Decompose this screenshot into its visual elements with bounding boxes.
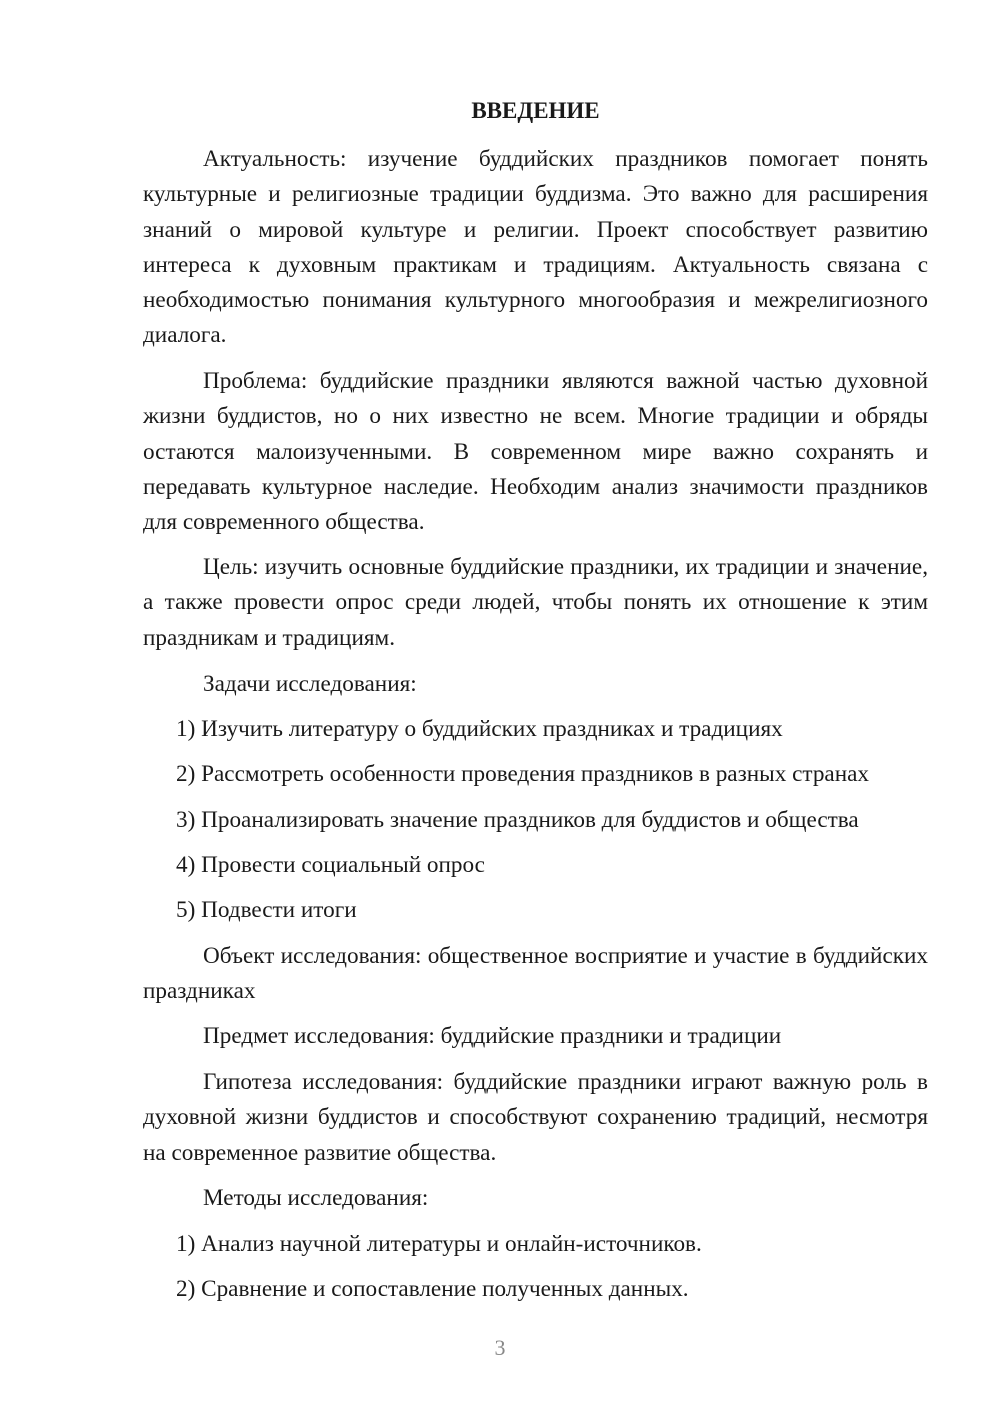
method-item: 1) Анализ научной литературы и онлайн-источников. bbox=[176, 1231, 702, 1257]
task-item: 1) Изучить литературу о буддийских праздниках и традициях bbox=[176, 716, 783, 742]
subject-paragraph: Предмет исследования: буддийские праздники и традиции bbox=[203, 1023, 782, 1049]
task-item: 5) Подвести итоги bbox=[176, 897, 357, 923]
page-number: 3 bbox=[494, 1335, 506, 1360]
task-item: 4) Провести социальный опрос bbox=[176, 852, 485, 878]
methods-heading: Методы исследования: bbox=[203, 1185, 429, 1211]
task-item: 2) Рассмотреть особенности проведения праздников в разных странах bbox=[176, 761, 870, 787]
method-item: 2) Сравнение и сопоставление полученных данных. bbox=[176, 1276, 689, 1302]
page-title: ВВЕДЕНИЕ bbox=[471, 98, 600, 123]
problem-paragraph: Проблема: буддийские праздники являются важной частью духовной жизни буддистов, но о них известно не всем. Многие традиции и обряды остаются малоизученными. В современном мире важно сохранять и передавать культурное наследие. Необходим анализ значимости праздников для современного общества. bbox=[143, 368, 928, 536]
object-paragraph: Объект исследования: общественное восприятие и участие в буддийских праздниках bbox=[143, 943, 928, 1005]
tasks-heading: Задачи исследования: bbox=[203, 671, 417, 697]
task-item: 3) Проанализировать значение праздников для буддистов и общества bbox=[176, 807, 859, 833]
relevance-paragraph: Актуальность: изучение буддийских праздников помогает понять культурные и религиозные традиции буддизма. Это важно для расширения знаний о мировой культуре и религии. Проект способствует развитию интереса к духовным практикам и традициям. Актуальность связана с необходимостью понимания культурного многообразия и межрелигиозного диалога. bbox=[143, 146, 928, 349]
goal-paragraph: Цель: изучить основные буддийские праздники, их традиции и значение, а также провести опрос среди людей, чтобы понять их отношение к этим праздникам и традициям. bbox=[143, 554, 928, 651]
hypothesis-paragraph: Гипотеза исследования: буддийские праздники играют важную роль в духовной жизни буддистов и способствуют сохранению традиций, несмотря на современное развитие общества. bbox=[143, 1069, 928, 1166]
